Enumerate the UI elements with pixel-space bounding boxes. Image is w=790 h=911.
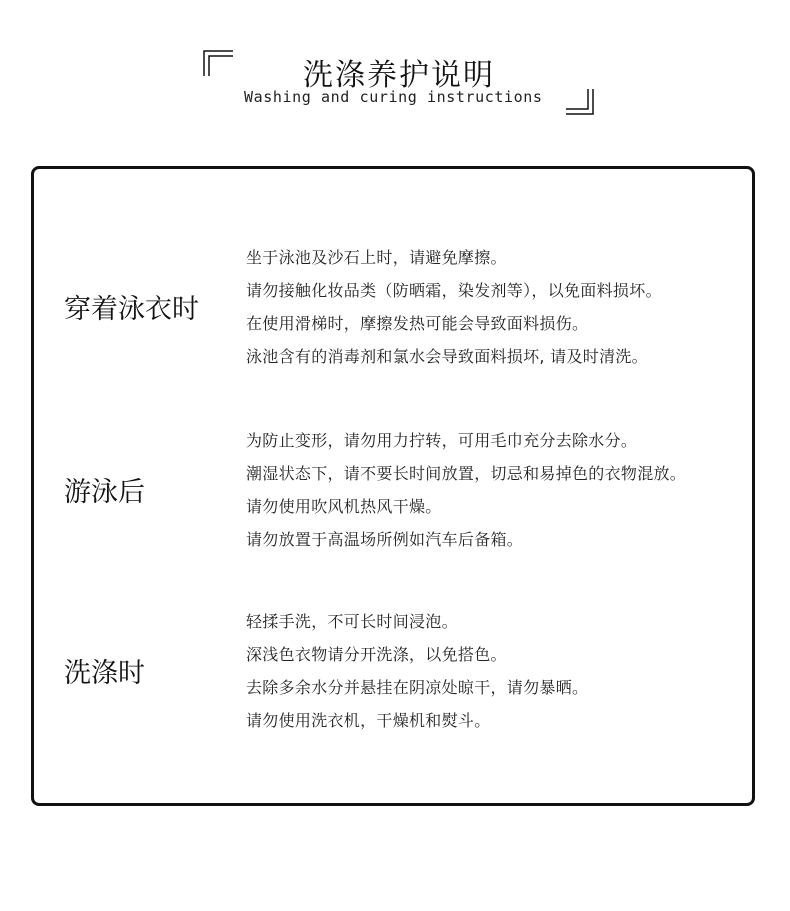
corner-bracket-bottom-right-icon: [566, 89, 594, 115]
section-lines: [246, 424, 686, 556]
instruction-line: 泳池含有的消毒剂和氯水会导致面料损坏, 请及时清洗。: [246, 347, 648, 366]
section-heading: 游泳后: [64, 477, 145, 508]
page-subtitle: Washing and curing instructions: [244, 88, 543, 106]
instruction-line: 请勿接触化妆品类（防晒霜，染发剂等），以免面料损坏。: [246, 281, 662, 300]
instruction-line: 请勿使用洗衣机，干燥机和熨斗。: [246, 711, 491, 730]
instruction-line: 在使用滑梯时，摩擦发热可能会导致面料损伤。: [246, 314, 589, 333]
instruction-line: 潮湿状态下，请不要长时间放置，切忌和易掉色的衣物混放。: [246, 464, 687, 483]
section-lines: [246, 241, 662, 373]
section-heading: 洗涤时: [64, 658, 145, 689]
instruction-line: 请勿使用吹风机热风干燥。: [246, 497, 442, 516]
section-lines: [246, 605, 588, 737]
section-heading: 穿着泳衣时: [64, 294, 199, 325]
instruction-line: 坐于泳池及沙石上时，请避免摩擦。: [246, 248, 507, 267]
care-instructions-panel: [31, 166, 755, 806]
instruction-line: 去除多余水分并悬挂在阴凉处晾干，请勿暴晒。: [246, 678, 589, 697]
page-title: 洗涤养护说明: [303, 58, 495, 93]
instruction-line: 轻揉手洗，不可长时间浸泡。: [246, 612, 458, 631]
instruction-line: 请勿放置于高温场所例如汽车后备箱。: [246, 530, 524, 549]
instruction-line: 为防止变形，请勿用力拧转，可用毛巾充分去除水分。: [246, 431, 638, 450]
instruction-line: 深浅色衣物请分开洗涤，以免搭色。: [246, 645, 507, 664]
